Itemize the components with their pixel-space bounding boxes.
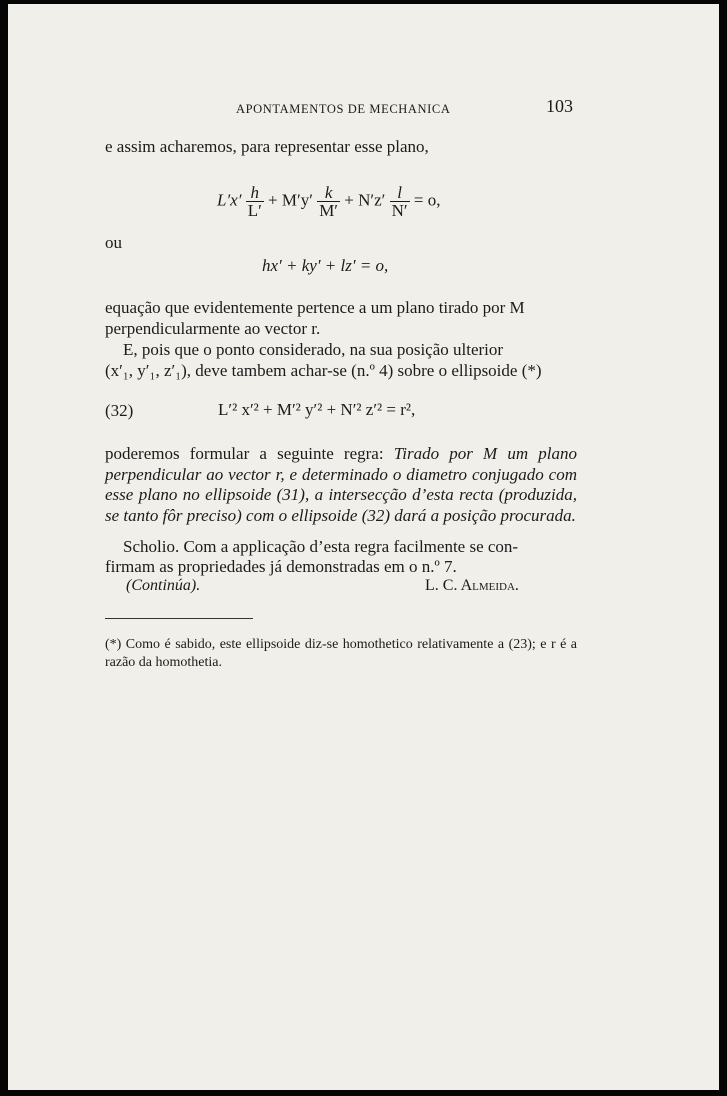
ou-word: ou bbox=[105, 233, 122, 252]
fraction-l-over-N bbox=[390, 184, 410, 219]
formula-ellipsoid: L′² x′² + M′² y′² + N′² z′² = r², bbox=[218, 400, 416, 419]
scholio-line1: Scholio. Com a applicação d’esta regra facilmente se con- bbox=[123, 537, 519, 556]
frac2-num: k bbox=[324, 183, 333, 202]
para2-line2: (x′₁, y′₁, z′₁), deve tambem achar-se (n.º 4) sobre o ellipsoide (*) bbox=[105, 361, 542, 380]
book-page bbox=[8, 4, 719, 1090]
para1-line1: equação que evidentemente pertence a um plano tirado por M bbox=[105, 298, 525, 317]
para1-line2: perpendicularmente ao vector r. bbox=[105, 319, 321, 338]
formula-plane bbox=[217, 184, 440, 219]
formula1-tail: = o, bbox=[413, 190, 441, 210]
intro-line: e assim acharemos, para representar esse plano, bbox=[105, 137, 429, 156]
running-title: APONTAMENTOS DE MECHANICA bbox=[236, 102, 451, 116]
formula1-term3: + N′z′ bbox=[344, 190, 386, 210]
fraction-h-over-L bbox=[246, 184, 264, 219]
page-number: 103 bbox=[546, 96, 573, 116]
frac1-num: h bbox=[250, 183, 259, 202]
continua-note: (Continúa). bbox=[126, 577, 201, 594]
equation-number: (32) bbox=[105, 401, 134, 420]
rule-statement: Tirado por M um plano perpendicular ao vector r, e determinado o diametro conjugado com esse plano no ellipsoide (31), a intersecção d’esta recta (produzida, se tanto fôr preciso) com o ellipsoide (32) dará a posição procurada. bbox=[105, 444, 577, 526]
formula1-term2: + M′y′ bbox=[268, 190, 313, 210]
frac2-den: M′ bbox=[319, 201, 339, 220]
footnote: (*) Como é sabido, este ellipsoide diz-se homothetico relativamente a (23); e r é a razão da homothetia. bbox=[105, 637, 577, 670]
frac1-den: L′ bbox=[247, 201, 262, 220]
frac3-den: N′ bbox=[391, 201, 408, 220]
rule-intro: poderemos formular a seguinte regra: bbox=[105, 444, 384, 463]
para2-line1: E, pois que o ponto considerado, na sua posição ulterior bbox=[123, 340, 504, 359]
scholio-line2: firmam as propriedades já demonstradas em o n.º 7. bbox=[105, 557, 457, 576]
fraction-k-over-M bbox=[317, 184, 340, 219]
footnote-rule bbox=[105, 618, 253, 619]
formula-plane-simplified: hx′ + ky′ + lz′ = o, bbox=[262, 256, 389, 275]
frac3-num: l bbox=[397, 183, 402, 202]
rule-paragraph bbox=[105, 444, 577, 527]
formula1-term1: L′x′ bbox=[217, 190, 242, 210]
author-signature: L. C. Almeida. bbox=[425, 577, 519, 594]
